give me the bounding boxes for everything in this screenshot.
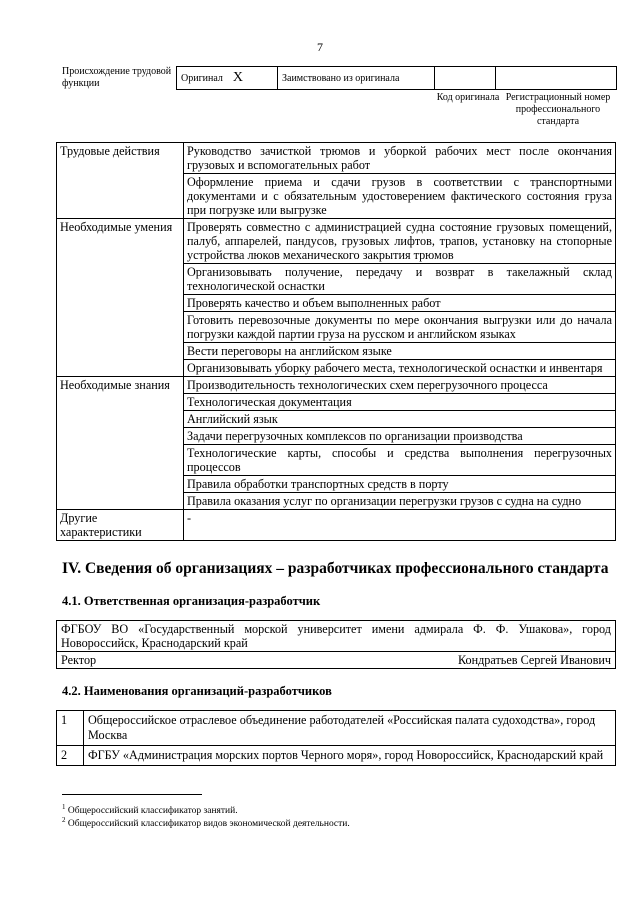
table-row (57, 711, 616, 746)
item-cell: Производительность технологических схем перегрузочного процесса (184, 377, 616, 394)
category-cell: Другие характеристики (57, 510, 184, 541)
origin-label: Происхождение трудовой функции (62, 66, 172, 89)
category-cell-continued (57, 264, 184, 295)
origin-original-mark: X (232, 70, 244, 85)
subsection-2-title: 4.2. Наименования организаций-разработчиков (62, 684, 332, 698)
org-name: Общероссийское отраслевое объединение работодателей «Российская палата судоходства», город Москва (84, 711, 616, 746)
row-number: 1 (57, 711, 84, 746)
origin-code-label: Код оригинала (436, 92, 500, 103)
table-row (57, 360, 616, 377)
item-cell: Проверять качество и объем выполненных работ (184, 295, 616, 312)
table-row (57, 174, 616, 219)
footnote-separator (62, 794, 202, 795)
item-cell: Технологические карты, способы и средства выполнения перегрузочных процессов (184, 445, 616, 476)
footnote-2 (62, 815, 350, 830)
origin-original-label: Оригинал (181, 73, 223, 84)
origin-reg-cell (496, 67, 617, 90)
footnote-text: Общероссийский классификатор видов экономической деятельности. (67, 819, 350, 830)
table-row (57, 377, 616, 394)
table-row (57, 312, 616, 343)
table-row (57, 264, 616, 295)
table-row (57, 476, 616, 493)
item-cell: Организовывать получение, передачу и возврат в такелажный склад технологической оснастки (184, 264, 616, 295)
origin-borrowed-label: Заимствовано из оригинала (282, 72, 400, 84)
table-row (57, 510, 616, 541)
work-function-table (56, 142, 616, 541)
section-title: IV. Сведения об организациях – разработчиках профессионального стандарта (62, 560, 609, 577)
table-row (57, 445, 616, 476)
responsible-org-head (57, 652, 616, 669)
responsible-org-table (56, 620, 616, 669)
page-number: 7 (317, 40, 323, 54)
category-cell-continued (57, 445, 184, 476)
category-cell-continued (57, 295, 184, 312)
table-row (57, 343, 616, 360)
origin-borrowed-cell (278, 67, 435, 90)
footnote-text: Общероссийский классификатор занятий. (67, 806, 238, 817)
category-cell-continued (57, 174, 184, 219)
category-cell-continued (57, 360, 184, 377)
table-row (57, 219, 616, 264)
item-cell: Руководство зачисткой трюмов и уборкой рабочих мест после окончания грузовых и вспомогательных работ (184, 143, 616, 174)
origin-original-cell (177, 67, 278, 90)
item-cell: Технологическая документация (184, 394, 616, 411)
origin-code-cell (435, 67, 496, 90)
table-row (57, 411, 616, 428)
head-name: Кондратьев Сергей Иванович (457, 653, 611, 667)
item-cell: Проверять совместно с администрацией судна состояние грузовых помещений, палуб, аппарелей, пандусов, грузовых лифтов, трапов, установку на стопорные устройства люков механического закрытия трюмов (184, 219, 616, 264)
category-cell-continued (57, 476, 184, 493)
category-cell-continued (57, 411, 184, 428)
footnote-mark: 2 (62, 816, 66, 824)
item-cell: Вести переговоры на английском языке (184, 343, 616, 360)
footnote-mark: 1 (62, 803, 66, 811)
table-row (57, 746, 616, 766)
table-row (57, 394, 616, 411)
table-row (57, 143, 616, 174)
origin-table (176, 66, 617, 90)
origin-reg-label: Регистрационный номер профессионального стандарта (505, 92, 611, 127)
item-cell: Английский язык (184, 411, 616, 428)
category-cell-continued (57, 343, 184, 360)
row-number: 2 (57, 746, 84, 766)
item-cell: Правила обработки транспортных средств в порту (184, 476, 616, 493)
table-row (57, 295, 616, 312)
category-cell-continued (57, 394, 184, 411)
category-cell: Необходимые умения (57, 219, 184, 264)
responsible-org-name: ФГБОУ ВО «Государственный морской университет имени адмирала Ф. Ф. Ушакова», город Новороссийск, Краснодарский край (57, 621, 616, 652)
subsection-1-title: 4.1. Ответственная организация-разработчик (62, 594, 321, 608)
item-cell: Оформление приема и сдачи грузов в соответствии с транспортными документами и с обязательным удостоверением фактического состояния груза при погрузке или выгрузке (184, 174, 616, 219)
category-cell-continued (57, 312, 184, 343)
item-cell: Правила оказания услуг по организации перегрузки грузов с судна на судно (184, 493, 616, 510)
table-row (57, 493, 616, 510)
developer-orgs-table (56, 710, 616, 766)
item-cell: - (184, 510, 616, 541)
category-cell-continued (57, 493, 184, 510)
head-position: Ректор (61, 653, 97, 667)
item-cell: Организовывать уборку рабочего места, технологической оснастки и инвентаря (184, 360, 616, 377)
category-cell: Трудовые действия (57, 143, 184, 174)
item-cell: Готовить перевозочные документы по мере окончания выгрузки или до начала погрузки каждой партии груза на русском и английском языках (184, 312, 616, 343)
category-cell: Необходимые знания (57, 377, 184, 394)
item-cell: Задачи перегрузочных комплексов по организации производства (184, 428, 616, 445)
table-row (57, 428, 616, 445)
category-cell-continued (57, 428, 184, 445)
org-name: ФГБУ «Администрация морских портов Черного моря», город Новороссийск, Краснодарский край (84, 746, 616, 766)
